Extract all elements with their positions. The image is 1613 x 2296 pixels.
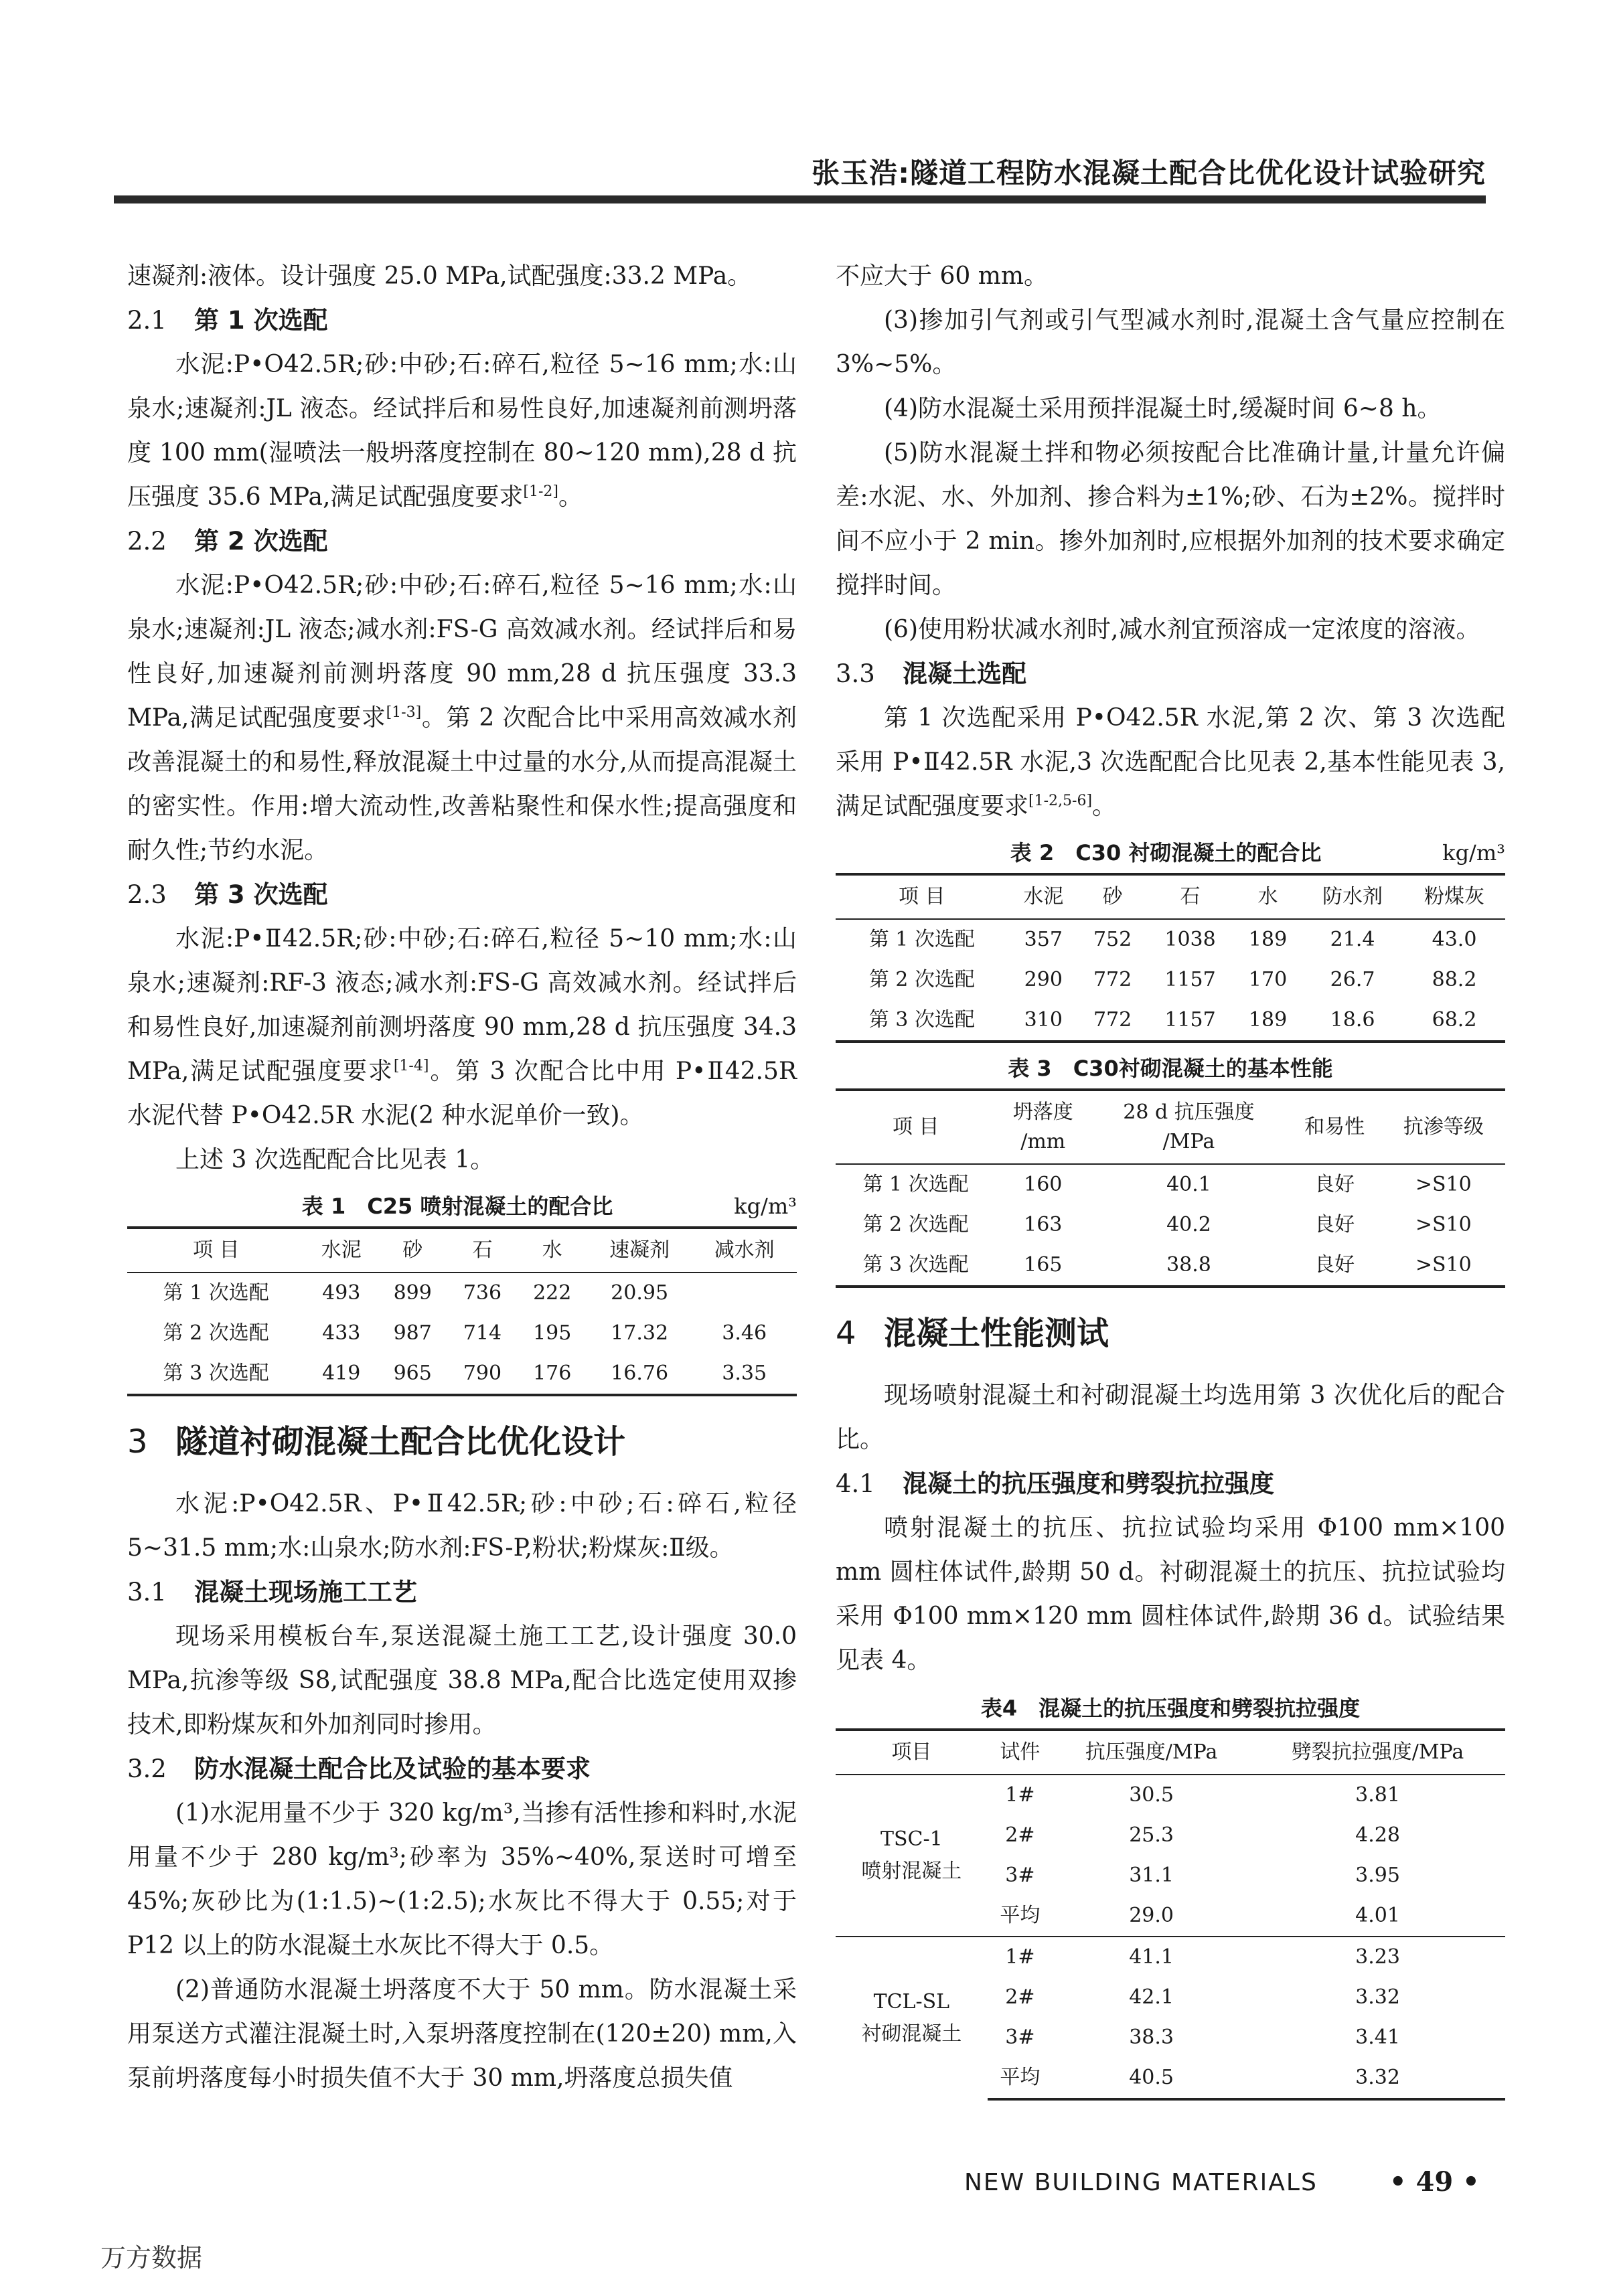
- paragraph: 不应大于 60 mm。: [836, 262, 1048, 290]
- citation: [1-2,5-6]: [1028, 793, 1093, 809]
- citation: [1-3]: [386, 704, 422, 721]
- paragraph-text: 第 1 次选配采用 P•O42.5R 水泥,第 2 次、第 3 次选配采用 P•Ⅱ42.5R 水泥,3 次选配配合比见表 2,基本性能见表 3,满足试配强度要求: [836, 704, 1505, 820]
- table-cell: 290: [1024, 968, 1063, 991]
- running-title: 张玉浩:隧道工程防水混凝土配合比优化设计试验研究: [812, 157, 1486, 189]
- paragraph-end: 。: [1092, 793, 1117, 820]
- table-header-cell: 防水剂: [1302, 874, 1403, 919]
- table-cell: 772: [1079, 1000, 1146, 1042]
- table-cell: 2#: [1005, 1823, 1035, 1847]
- table-header-cell: 粉煤灰: [1403, 874, 1505, 919]
- table-cell: 第 3 次选配: [836, 1000, 1008, 1042]
- table-row: [836, 919, 1505, 960]
- paragraph: [127, 917, 797, 1138]
- table-cell: >S10: [1415, 1173, 1472, 1196]
- table-row: [127, 1313, 797, 1354]
- table-cell: 第 1 次选配: [868, 928, 975, 951]
- table-header-cell: 水泥: [305, 1228, 378, 1273]
- table-cell: 40.2: [1166, 1213, 1211, 1236]
- section-heading: [127, 873, 797, 917]
- table-cell: 3.35: [692, 1354, 797, 1395]
- table-row: [836, 1937, 1505, 1977]
- section-title: 混凝土现场施工工艺: [194, 1578, 417, 1607]
- section-title: 第 2 次选配: [194, 527, 328, 556]
- section-number: 3.1: [127, 1578, 167, 1607]
- section-heading: [127, 1570, 797, 1615]
- table-header-cell: 试件: [988, 1730, 1053, 1775]
- table-header-cell: 项目: [836, 1730, 988, 1775]
- table-cell: 25.3: [1129, 1823, 1174, 1847]
- paragraph: (5)防水混凝土拌和物必须按配合比准确计量,计量允许偏差:水泥、水、外加剂、掺合料为±1%;砂、石为±2%。搅拌时间不应小于 2 min。掺外加剂时,应根据外加剂的技术要求确定搅拌时间。: [836, 439, 1505, 599]
- table-header-cell: 和易性: [1288, 1090, 1382, 1164]
- table-cell: >S10: [1382, 1245, 1505, 1287]
- section-title: 混凝土的抗压强度和劈裂抗拉强度: [903, 1469, 1274, 1498]
- paragraph: 喷射混凝土的抗压、抗拉试验均采用 Φ100 mm×100 mm 圆柱体试件,龄期 50 d。衬砌混凝土的抗压、抗拉试验均采用 Φ100 mm×120 mm 圆柱体试件,龄期 36 d。试验结果见表 4。: [836, 1514, 1505, 1674]
- table-cell: 38.3: [1129, 2026, 1174, 2049]
- table-cell: [692, 1273, 797, 1313]
- paragraph: (2)普通防水混凝土坍落度不大于 50 mm。防水混凝土采用泵送方式灌注混凝土时,入泵坍落度控制在(120±20) mm,入泵前坍落度每小时损失值不大于 30 mm,坍落度总损失值: [127, 1976, 797, 2092]
- table-cell: 3.81: [1355, 1783, 1400, 1807]
- table-cell: 160: [1024, 1173, 1063, 1196]
- table-cell: 2#: [1005, 1985, 1035, 2009]
- chapter-title: 隧道衬砌混凝土配合比优化设计: [175, 1423, 626, 1461]
- table-cell: 38.8: [1090, 1245, 1287, 1287]
- group-label: TCL-SL 衬砌混凝土: [836, 1937, 988, 2099]
- table-title: 表 2 C30 衬砌混凝土的配合比: [1010, 840, 1322, 866]
- table-cell: 176: [518, 1354, 587, 1395]
- table-cell: 第 2 次选配: [862, 1213, 969, 1236]
- table-cell: 第 1 次选配: [862, 1173, 969, 1196]
- table-cell: 170: [1248, 968, 1288, 991]
- table-header-cell: 项 目: [836, 1090, 996, 1164]
- paragraph: 现场采用模板台车,泵送混凝土施工工艺,设计强度 30.0 MPa,抗渗等级 S8,试配强度 38.8 MPa,配合比选定使用双掺技术,即粉煤灰和外加剂同时掺用。: [127, 1623, 797, 1738]
- table-cell: 3.95: [1355, 1864, 1400, 1887]
- table-cell: 21.4: [1330, 928, 1375, 951]
- table-row: [836, 1000, 1505, 1042]
- table-cell: 3.23: [1250, 1937, 1505, 1977]
- table-cell: 41.1: [1053, 1937, 1250, 1977]
- paragraph-end: 。第 3 次配合比中用 P•Ⅱ42.5R 水泥代替 P•O42.5R 水泥(2 种水泥单价一致)。: [127, 1058, 797, 1129]
- paragraph-text: 水泥:P•O42.5R;砂:中砂;石:碎石,粒径 5~16 mm;水:山泉水;速凝剂:JL 液态。经试拌后和易性良好,加速凝剂前测坍落度 100 mm(湿喷法一般坍落度控制在 80~120 mm),28 d 抗压强度 35.6 MPa,满足试配强度要求: [127, 351, 797, 511]
- section-number: 3.3: [836, 659, 875, 688]
- table-header-cell: 石: [1146, 874, 1234, 919]
- paragraph: [127, 564, 797, 873]
- table-cell: 1#: [1005, 1783, 1035, 1807]
- table-cell: 31.1: [1129, 1864, 1174, 1887]
- table-4-caption: 表4 混凝土的抗压强度和劈裂抗拉强度: [980, 1696, 1361, 1721]
- table-row: [836, 1245, 1505, 1287]
- table-cell: 790: [447, 1354, 517, 1395]
- table-cell: 第 2 次选配: [868, 968, 975, 991]
- table-cell: 第 2 次选配: [163, 1321, 269, 1345]
- right-column: [836, 254, 1505, 2103]
- table-header-cell: 抗压强度/MPa: [1053, 1730, 1250, 1775]
- paragraph: 水泥:P•O42.5R、P•Ⅱ42.5R;砂:中砂;石:碎石,粒径 5~31.5 mm;水:山泉水;防水剂:FS-P,粉状;粉煤灰:Ⅱ级。: [127, 1490, 797, 1562]
- table-header-cell: 劈裂抗拉强度/MPa: [1250, 1730, 1505, 1775]
- table-row: [836, 1205, 1505, 1245]
- table-cell: 第 3 次选配: [836, 1245, 996, 1287]
- paragraph: (6)使用粉状减水剂时,减水剂宜预溶成一定浓度的溶液。: [884, 616, 1480, 643]
- table-cell: 43.0: [1432, 928, 1477, 951]
- table-header-cell: 水: [518, 1228, 587, 1273]
- header-rule: [114, 195, 1486, 203]
- table-row: [836, 1164, 1505, 1205]
- paragraph: [127, 343, 797, 519]
- table-unit: kg/m³: [734, 1194, 797, 1219]
- section-title: 第 1 次选配: [194, 306, 328, 335]
- chapter-number: 4: [836, 1315, 856, 1352]
- section-number: 2.1: [127, 306, 167, 335]
- table-cell: 222: [533, 1281, 572, 1305]
- table-cell: 165: [996, 1245, 1090, 1287]
- table-3: [836, 1088, 1505, 1288]
- table-cell: 1157: [1164, 968, 1216, 991]
- paragraph: 上述 3 次选配配合比见表 1。: [175, 1146, 495, 1173]
- table-cell: 195: [533, 1321, 572, 1345]
- table-header-cell: 项 目: [836, 874, 1008, 919]
- section-heading: [127, 519, 797, 564]
- paragraph: [836, 696, 1505, 829]
- chapter-heading: [836, 1308, 1505, 1359]
- table-row: [836, 960, 1505, 1000]
- table-cell: 42.1: [1129, 1985, 1174, 2009]
- section-heading: [127, 299, 797, 343]
- section-number: 4.1: [836, 1469, 875, 1498]
- table-cell: 68.2: [1403, 1000, 1505, 1042]
- table-cell: 40.5: [1053, 2058, 1250, 2099]
- table-cell: 752: [1093, 928, 1132, 951]
- paragraph-end: 。第 2 次配合比中采用高效减水剂改善混凝土的和易性,释放混凝土中过量的水分,从而提高混凝土的密实性。作用:增大流动性,改善粘聚性和保水性;提高强度和耐久性;节约水泥。: [127, 704, 797, 864]
- chapter-title: 混凝土性能测试: [884, 1315, 1109, 1352]
- table-cell: 987: [393, 1321, 432, 1345]
- table-2: [836, 873, 1505, 1043]
- table-cell: >S10: [1415, 1213, 1472, 1236]
- table-cell: 30.5: [1129, 1783, 1174, 1807]
- table-cell: 20.95: [611, 1281, 669, 1305]
- table-cell: 第 1 次选配: [163, 1281, 269, 1305]
- table-cell: 平均: [988, 2058, 1053, 2099]
- chapter-heading: [127, 1416, 797, 1467]
- table-cell: 良好: [1314, 1213, 1355, 1236]
- table-unit: kg/m³: [1442, 840, 1505, 866]
- table-cell: 良好: [1314, 1173, 1355, 1196]
- table-cell: 16.76: [587, 1354, 692, 1395]
- table-header-cell: 速凝剂: [587, 1228, 692, 1273]
- table-cell: 714: [463, 1321, 502, 1345]
- section-number: 2.3: [127, 880, 167, 909]
- page-number: • 49 •: [1389, 2166, 1480, 2198]
- table-cell: 433: [322, 1321, 361, 1345]
- table-cell: 3.32: [1250, 2058, 1505, 2099]
- table-cell: 3.46: [722, 1321, 767, 1345]
- table-cell: 1157: [1146, 1000, 1234, 1042]
- citation: [1-4]: [393, 1058, 429, 1074]
- table-header-cell: 减水剂: [692, 1228, 797, 1273]
- table-cell: 平均: [1000, 1904, 1041, 1927]
- table-cell: 189: [1234, 1000, 1302, 1042]
- citation: [1-2]: [523, 483, 559, 500]
- table-cell: 4.28: [1355, 1823, 1400, 1847]
- section-number: 2.2: [127, 527, 167, 556]
- table-cell: 493: [322, 1281, 361, 1305]
- paragraph: 速凝剂:液体。设计强度 25.0 MPa,试配强度:33.2 MPa。: [127, 262, 752, 290]
- table-cell: 3#: [1005, 2026, 1035, 2049]
- table-cell: 26.7: [1330, 968, 1375, 991]
- table-4: [836, 1728, 1505, 2101]
- journal-name: NEW BUILDING MATERIALS: [964, 2169, 1318, 2196]
- paragraph: 现场喷射混凝土和衬砌混凝土均选用第 3 次优化后的配合比。: [836, 1382, 1505, 1453]
- table-cell: 419: [305, 1354, 378, 1395]
- table-row: [127, 1273, 797, 1313]
- section-heading: [127, 1747, 797, 1791]
- group-label: TSC-1 喷射混凝土: [861, 1827, 962, 1883]
- table-row: [127, 1354, 797, 1395]
- table-cell: 163: [1024, 1213, 1063, 1236]
- table-3-caption: 表 3 C30衬砌混凝土的基本性能: [1008, 1056, 1333, 1081]
- paragraph: (1)水泥用量不少于 320 kg/m³,当掺有活性掺和料时,水泥用量不少于 280 kg/m³;砂率为 35%~40%,泵送时可增至 45%;灰砂比为(1:1.5)~(1:2.5);水灰比不得大于 0.55;对于 P12 以上的防水混凝土水灰比不得大于 0.5。: [127, 1799, 797, 1959]
- table-cell: 357: [1024, 928, 1063, 951]
- paragraph-end: 。: [558, 483, 583, 511]
- paragraph: (3)掺加引气剂或引气型减水剂时,混凝土含气量应控制在3%~5%。: [836, 307, 1505, 378]
- table-cell: 良好: [1288, 1245, 1382, 1287]
- table-cell: 3.32: [1355, 1985, 1400, 2009]
- table-header-cell: 水泥: [1008, 874, 1079, 919]
- table-header-cell: 28 d 抗压强度 /MPa: [1090, 1090, 1287, 1164]
- section-title: 混凝土选配: [903, 659, 1026, 688]
- paragraph-text: 水泥:P•O42.5R;砂:中砂;石:碎石,粒径 5~16 mm;水:山泉水;速凝剂:JL 液态;减水剂:FS-G 高效减水剂。经试拌后和易性良好,加速凝剂前测坍落度 90 mm,28 d 抗压强度 33.3 MPa,满足试配强度要求: [127, 572, 797, 732]
- table-cell: 772: [1093, 968, 1132, 991]
- table-2-caption: [836, 833, 1505, 873]
- table-header-cell: 坍落度 /mm: [996, 1090, 1090, 1164]
- section-number: 3.2: [127, 1754, 167, 1783]
- table-header-cell: 抗渗等级: [1382, 1090, 1505, 1164]
- section-heading: [836, 1462, 1505, 1506]
- table-1-caption: [127, 1186, 797, 1226]
- table-cell: 3.41: [1355, 2026, 1400, 2049]
- section-heading: [836, 652, 1505, 696]
- table-cell: 899: [393, 1281, 432, 1305]
- table-cell: 736: [463, 1281, 502, 1305]
- table-row: [836, 1775, 1505, 1815]
- table-header-cell: 项 目: [127, 1228, 305, 1273]
- paragraph-text: 水泥:P•Ⅱ42.5R;砂:中砂;石:碎石,粒径 5~10 mm;水:山泉水;速凝剂:RF-3 液态;减水剂:FS-G 高效减水剂。经试拌后和易性良好,加速凝剂前测坍落度 90 mm,28 d 抗压强度 34.3 MPa,满足试配强度要求: [127, 925, 797, 1085]
- table-cell: 18.6: [1302, 1000, 1403, 1042]
- table-cell: 3#: [1005, 1864, 1035, 1887]
- section-title: 防水混凝土配合比及试验的基本要求: [194, 1754, 591, 1783]
- table-cell: 1#: [988, 1937, 1053, 1977]
- table-header-cell: 水: [1234, 874, 1302, 919]
- table-header-cell: 砂: [1079, 874, 1146, 919]
- table-cell: 17.32: [611, 1321, 669, 1345]
- left-column: [127, 254, 797, 2101]
- watermark: 万方数据: [100, 2243, 203, 2273]
- table-header-cell: 砂: [378, 1228, 447, 1273]
- table-cell: 第 3 次选配: [127, 1354, 305, 1395]
- table-cell: 29.0: [1129, 1904, 1174, 1927]
- table-cell: 965: [378, 1354, 447, 1395]
- paragraph: (4)防水混凝土采用预拌混凝土时,缓凝时间 6~8 h。: [884, 395, 1442, 422]
- table-header-cell: 石: [447, 1228, 517, 1273]
- table-cell: 1038: [1164, 928, 1216, 951]
- table-cell: 189: [1248, 928, 1288, 951]
- table-cell: 40.1: [1166, 1173, 1211, 1196]
- table-1: [127, 1226, 797, 1396]
- table-cell: 4.01: [1355, 1904, 1400, 1927]
- table-title: 表 1 C25 喷射混凝土的配合比: [301, 1194, 613, 1219]
- table-cell: 88.2: [1432, 968, 1477, 991]
- table-cell: 310: [1008, 1000, 1079, 1042]
- chapter-number: 3: [127, 1423, 148, 1461]
- section-title: 第 3 次选配: [194, 880, 328, 909]
